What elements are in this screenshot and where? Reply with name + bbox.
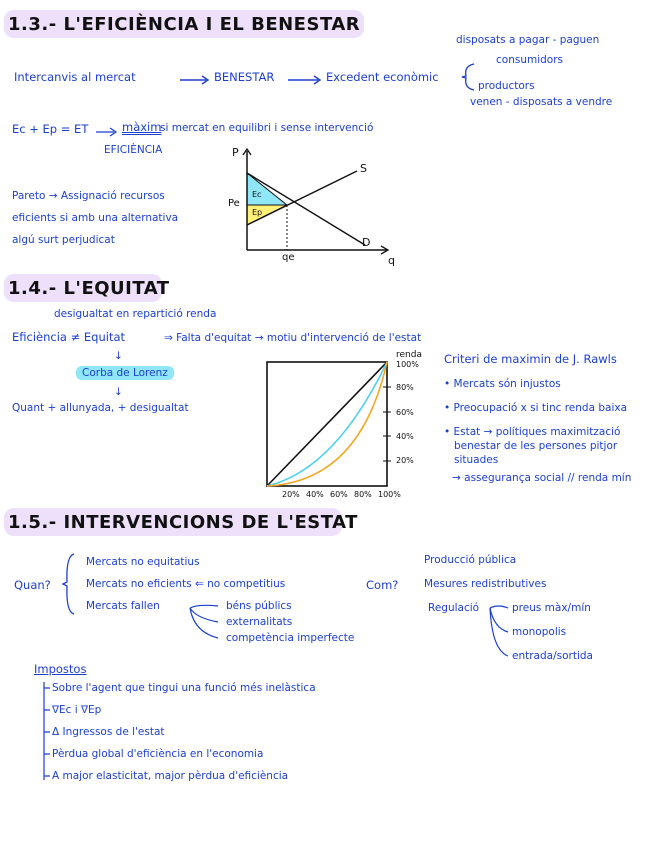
regulacio-item-2: monopolis: [512, 626, 567, 638]
rawls-bullet-2: • Preocupació x si tinc renda baixa: [444, 402, 628, 414]
com-label: Com?: [366, 578, 399, 592]
regulacio-item-1: preus màx/mín: [512, 602, 591, 614]
pareto-line-2: eficients si amb una alternativa: [12, 212, 179, 224]
rawls-bullet-3: • Estat → polítiques maximització: [444, 426, 621, 438]
quan-label: Quan?: [14, 578, 51, 592]
renda-label: renda: [396, 350, 422, 360]
section-title-1-5: 1.5.- INTERVENCIONS DE L'ESTAT: [8, 512, 358, 533]
flow-prod-detail: venen - disposats a vendre: [470, 96, 613, 108]
fallen-item-1: béns públics: [226, 600, 292, 612]
rawls-title: Criteri de maximin de J. Rawls: [444, 352, 617, 366]
com-item-1: Producció pública: [424, 554, 517, 566]
eq-formula: Ec + Ep = ET: [12, 122, 89, 136]
section-title-1-3: 1.3.- L'EFICIÈNCIA I EL BENESTAR: [8, 14, 361, 35]
rawls-bullet-4: → assegurança social // renda mín: [452, 472, 632, 484]
quan-item-3: Mercats fallen: [86, 600, 160, 612]
brace-icon: [62, 552, 76, 616]
impost-item-5: A major elasticitat, major pèrdua d'eficiència: [52, 770, 289, 782]
y-tick-20: 20%: [396, 456, 414, 465]
arrow-icon: [180, 76, 210, 84]
arrow-icon: [96, 128, 118, 136]
impost-item-1: Sobre l'agent que tingui una funció més inelàstica: [52, 682, 316, 694]
eq-eficiencia: EFICIÈNCIA: [104, 144, 163, 156]
flow-productors: productors: [478, 80, 535, 92]
x-tick-60: 60%: [330, 490, 348, 499]
pe-label: Pe: [228, 198, 240, 209]
y-tick-80: 80%: [396, 383, 414, 392]
impost-item-2: ∇Ec i ∇Ep: [52, 704, 102, 716]
flow-benestar: BENESTAR: [214, 70, 275, 84]
x-tick-100: 100%: [378, 490, 401, 499]
impost-item-4: Pèrdua global d'eficiència en l'economia: [52, 748, 264, 760]
ec-label: Ec: [252, 190, 262, 199]
fallen-item-2: externalitats: [226, 616, 293, 628]
falta-equitat: ⇒ Falta d'equitat → motiu d'intervenció de l'estat: [164, 332, 422, 344]
desigualtat-note: desigualtat en repartició renda: [54, 308, 217, 320]
impost-item-3: Δ Ingressos de l'estat: [52, 726, 165, 738]
branch-arrows-icon: [488, 604, 512, 658]
pareto-line-3: algú surt perjudicat: [12, 234, 115, 246]
y-tick-40: 40%: [396, 432, 414, 441]
branch-arrows-icon: [188, 602, 228, 642]
down-arrow-icon: ↓: [114, 386, 123, 398]
arrow-icon: [288, 76, 322, 84]
lorenz-label: [76, 367, 174, 379]
impostos-title: Impostos: [34, 662, 87, 676]
down-arrow-icon: ↓: [114, 350, 123, 362]
lorenz-graph: [265, 360, 395, 490]
x-tick-40: 40%: [306, 490, 324, 499]
eficiencia-equitat: Eficiència ≠ Equitat: [12, 330, 126, 344]
qe-label: qe: [282, 252, 295, 263]
demand-label: D: [362, 236, 371, 249]
axis-q-label: q: [388, 254, 395, 267]
axis-p-label: P: [232, 146, 239, 159]
x-tick-20: 20%: [282, 490, 300, 499]
flow-excedent: Excedent econòmic: [326, 70, 439, 84]
x-tick-80: 80%: [354, 490, 372, 499]
regulacio-item-3: entrada/sortida: [512, 650, 593, 662]
pareto-line-1: Pareto → Assignació recursos: [12, 190, 165, 202]
rawls-bullet-3-cont: benestar de les persones pitjor: [454, 440, 618, 452]
y-tick-100: 100%: [396, 360, 419, 369]
com-item-2: Mesures redistributives: [424, 578, 547, 590]
fallen-item-3: competència imperfecte: [226, 632, 355, 644]
flow-consumidors: consumidors: [496, 54, 563, 66]
lorenz-text: Corba de Lorenz: [76, 366, 174, 380]
quant-allunyada: Quant + allunyada, + desigualtat: [12, 402, 189, 414]
y-tick-60: 60%: [396, 408, 414, 417]
brace-icon: [460, 62, 476, 92]
eq-rest: si mercat en equilibri i sense intervenció: [160, 122, 374, 134]
section-title-1-4: 1.4.- L'EQUITAT: [8, 278, 170, 299]
quan-item-2: Mercats no eficients ⇐ no competitius: [86, 578, 286, 590]
eq-maxim: màxim: [122, 120, 162, 134]
com-item-3: Regulació: [428, 602, 480, 614]
flow-intercanvis: Intercanvis al mercat: [14, 70, 136, 84]
consumer-surplus-area: [247, 173, 287, 205]
rawls-bullet-1: • Mercats són injustos: [444, 378, 561, 390]
quan-item-1: Mercats no equitatius: [86, 556, 200, 568]
ep-label: Ep: [252, 208, 263, 217]
flow-consum-detail: disposats a pagar - paguen: [456, 34, 600, 46]
supply-label: S: [360, 162, 367, 175]
rawls-bullet-3-end: situades: [454, 454, 499, 466]
